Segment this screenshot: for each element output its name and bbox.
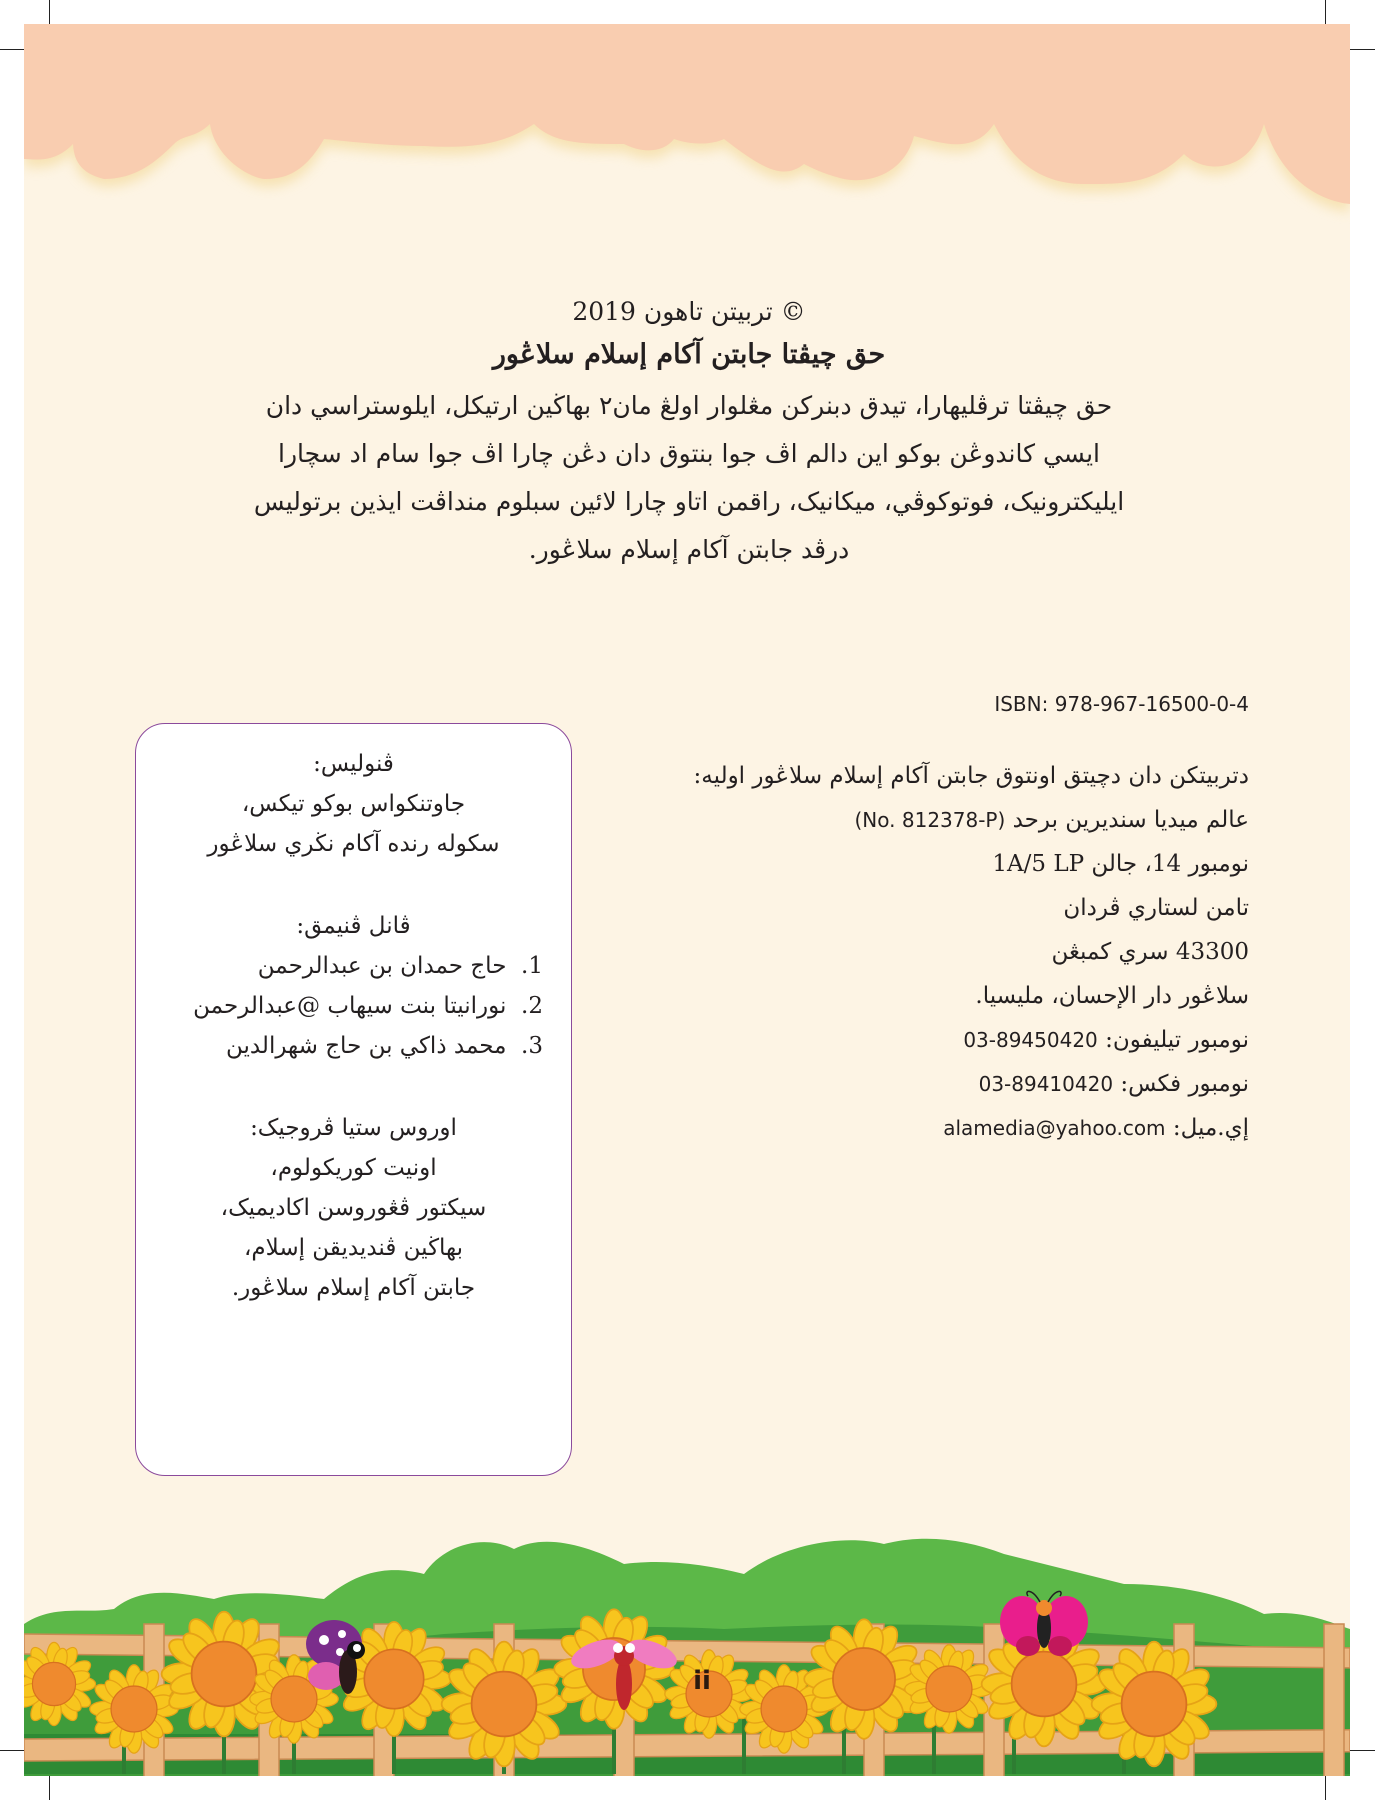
reviewer-number: 3. <box>521 1033 543 1059</box>
reviewer-name: نورانيتا بنت سيهاب @عبدالرحمن <box>193 993 507 1019</box>
address-line: سلاڠور دار الإحسان، مليسيا. <box>975 983 1249 1009</box>
reviewer-name: حاج حمدان بن عبدالرحمن <box>257 953 507 979</box>
publisher-name-line <box>624 798 1249 842</box>
copyright-holder: حق چيڤتا جابتن آكام إسلام سلاڠور <box>492 339 886 370</box>
copyright-line: ايليكترونيک، فوتوكوڤي، ميكانيک، راقمن اتاو چارا لائين سبلوم منداڤت ايذين برتوليس <box>253 487 1125 516</box>
publisher-heading: دتربيتكن دان دچيتق اونتوق جابتن آكام إسلام سلاڠور اوليه: <box>693 763 1249 789</box>
fax-number: 03-89410420 <box>978 1072 1114 1096</box>
copyright-notice <box>184 292 1194 574</box>
coordinator-line: سيكتور ڤڠوروسن اكاديميک، <box>220 1195 487 1221</box>
coordinator-line: بهاڬين ڤنديديقن إسلام، <box>243 1235 464 1261</box>
reviewer-number: 1. <box>521 953 543 979</box>
coordinator-line: جابتن آكام إسلام سلاڠور. <box>231 1275 476 1301</box>
reviewer-name: محمد ذاكي بن حاج شهرالدين <box>225 1033 507 1059</box>
isbn: ISBN: 978-967-16500-0-4 <box>994 692 1249 716</box>
coordinator-label: اوروس ستيا ڤروجيک: <box>250 1115 457 1141</box>
page-number: ii <box>693 1666 711 1696</box>
author-line: سكوله رنده آكام نڬري سلاڠور <box>207 831 500 857</box>
address-line: نومبور 14، جالن 1A/5 LP <box>992 851 1249 877</box>
copyright-year: © تربيتن تاهون 2019 <box>572 297 806 326</box>
reviewer-list <box>136 946 571 1066</box>
publisher-reg-no: (No. 812378-P) <box>854 808 1006 832</box>
copyright-body <box>184 382 1194 574</box>
credits-box <box>135 723 572 1476</box>
cloud-header-illustration <box>24 24 1350 264</box>
fax-label: نومبور فكس: <box>1120 1071 1249 1097</box>
author-line: جاوتنكواس بوكو تيكس، <box>241 791 466 817</box>
author-label: ڤنوليس: <box>313 751 394 777</box>
phone-label: نومبور تيليفون: <box>1105 1027 1249 1053</box>
phone-number: 03-89450420 <box>963 1028 1098 1052</box>
fax-line <box>624 1062 1249 1106</box>
reviewer-item <box>136 946 543 986</box>
email-line <box>624 1106 1249 1150</box>
email-address: alamedia@yahoo.com <box>943 1116 1166 1140</box>
email-label: إي.ميل: <box>1172 1115 1249 1141</box>
copyright-line: حق چيڤتا ترڤليهارا، تيدق دبنركن مڠلوار اولڠ مان٢ بهاڬين ارتيكل، ايلوستراسي دان <box>265 391 1113 420</box>
book-page <box>24 24 1350 1776</box>
publisher-info <box>624 754 1249 1150</box>
reviewer-number: 2. <box>521 993 543 1019</box>
coordinator-line: اونيت كوريكولوم، <box>270 1155 437 1181</box>
panel-label: ڤانل ڤنيمق: <box>296 913 411 939</box>
address-line: تامن لستاري ڤردان <box>1063 895 1249 921</box>
sunflower-garden-illustration <box>24 1504 1350 1776</box>
address-line: 43300 سري كمبڠن <box>1051 939 1249 965</box>
reviewer-item <box>136 986 543 1026</box>
copyright-line: ايسي كاندوڠن بوكو اين دالم اڤ جوا بنتوق دان دڠن چارا اڤ جوا سام اد سچارا <box>278 439 1100 468</box>
reviewer-item <box>136 1026 543 1066</box>
copyright-line: درڤد جابتن آكام إسلام سلاڠور. <box>528 535 850 564</box>
phone-line <box>624 1018 1249 1062</box>
publisher-name: عالم ميديا سنديرين برحد <box>1012 807 1249 833</box>
